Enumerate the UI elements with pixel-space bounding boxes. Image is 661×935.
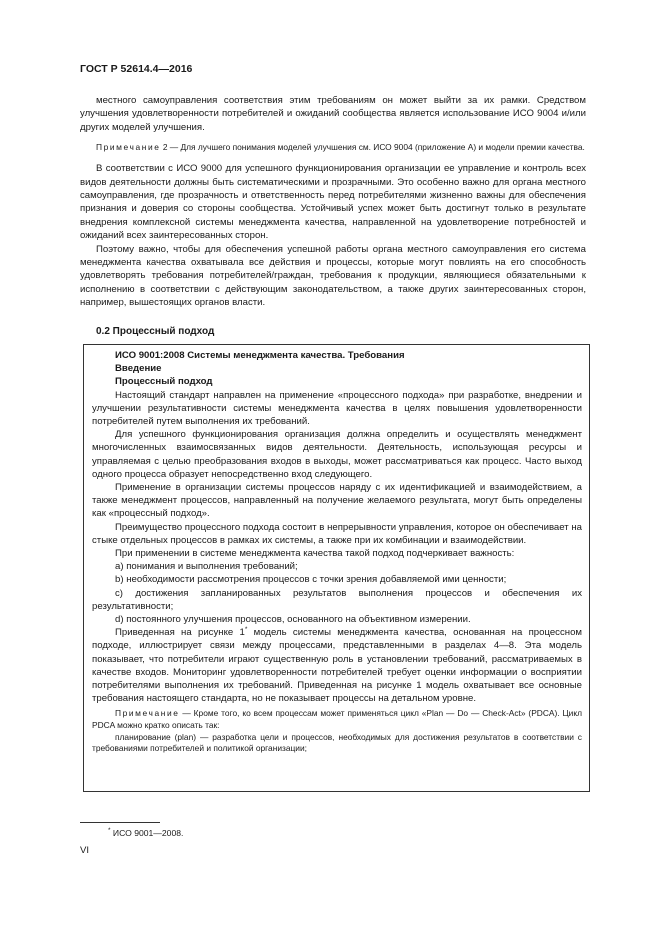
- list-item: c) достижения запланированных результатов выполнения процессов и обеспечения их результативности;: [92, 587, 582, 612]
- box-note-item: планирование (plan) — разработка цели и процессов, необходимых для достижения результатов в соответствии с требованиями потребителей и политикой организации;: [92, 731, 582, 754]
- list-item: b) необходимости рассмотрения процессов с точки зрения добавляемой ими ценности;: [115, 574, 507, 586]
- note-text: — Кроме того, ко всем процессам может применяться цикл «Plan — Do — Check-Act» (PDCA). Цикл PDCA можно кратко описать так:: [92, 708, 582, 731]
- note-label: Примечание: [96, 142, 161, 153]
- paragraph-start: Приведенная на рисунке 1: [115, 627, 245, 639]
- footnote-text: ИСО 9001—2008.: [112, 828, 184, 838]
- footnote-divider: [80, 822, 160, 823]
- footnote: [108, 828, 183, 838]
- paragraph: Преимущество процессного подхода состоит в непрерывности управления, которое он обеспечивает на стыке отдельных процессов в рамках их системы, а также при их комбинации и взаимодействии.: [92, 521, 582, 546]
- box-subheading: Процессный подход: [115, 376, 213, 388]
- note-text: 2 — Для лучшего понимания моделей улучшения см. ИСО 9004 (приложение А) и модели премии качества.: [162, 142, 585, 153]
- list-item: d) постоянного улучшения процессов, основанного на объективном измерении.: [115, 614, 471, 626]
- note-label: Примечание: [115, 708, 180, 719]
- paragraph: Поэтому важно, чтобы для обеспечения успешной работы органа местного самоуправления его система менеджмента качества охватывала все действия и процессы, которые могут повлиять на его способность удовлетворять требования потребителей/граждан, требования к продукции, являющиеся обязательными к исполнению в соответствии с действующим законодательством, а также других заинтересованных сторон, например, вышестоящих органов власти.: [80, 243, 586, 309]
- quoted-standard-box: [83, 344, 590, 792]
- box-content: [92, 349, 582, 755]
- box-note: [92, 708, 582, 731]
- paragraph: местного самоуправления соответствия этим требованиям он может выйти за их рамки. Средством улучшения удовлетворенности потребителей и ожиданий сообщества является использование ИСО 9004 и/или других моделей улучшения.: [80, 95, 586, 133]
- document-header: ГОСТ Р 52614.4—2016: [80, 63, 193, 75]
- paragraph: [92, 626, 582, 705]
- paragraph: При применении в системе менеджмента качества такой подход подчеркивает важность:: [115, 548, 515, 560]
- box-subheading: Введение: [115, 363, 162, 375]
- page-number: VI: [80, 845, 90, 856]
- intro-block: [80, 94, 586, 310]
- section-title: 0.2 Процессный подход: [96, 326, 215, 337]
- paragraph: В соответствии с ИСО 9000 для успешного функционирования организации ее управление и контроль всех видов деятельности должны быть систематическими и прозрачными. Это особенно важно для органа местного самоуправления, где прозрачность и ответственность перед потребителями жизненно важны для обеспечения признания и доверия со стороны сообщества. Устойчивый успех может быть достигнут только в результате внедрения комплексной системы менеджмента качества, направленной на удовлетворение потребностей и ожиданий всех заинтересованных сторон.: [80, 163, 586, 242]
- note-2: [80, 141, 586, 153]
- paragraph-rest: модель системы менеджмента качества, основанная на процессном подходе, иллюстрирует связи между процессами, представленными в разделах 4—8. Эта модель показывает, что потребители играют существенную роль в установлении требований, рассматриваемых в качестве входов. Мониторинг удовлетворенности потребителей требует оценки информации о восприятии потребителями выполнения их требований. Приведенная на рисунке 1 модель охватывает все основные требования настоящего стандарта, но не показывает процессы на детальном уровне.: [92, 627, 582, 705]
- list-item: а) понимания и выполнения требований;: [115, 561, 298, 573]
- footnote-ref: *: [244, 626, 248, 634]
- paragraph: Настоящий стандарт направлен на применение «процессного подхода» при разработке, внедрении и улучшении результативности системы менеджмента качества в целях повышения удовлетворенности потребителей путем выполнения их требований.: [92, 389, 582, 428]
- box-heading: ИСО 9001:2008 Системы менеджмента качества. Требования: [115, 350, 405, 361]
- paragraph: Для успешного функционирования организация должна определить и осуществлять менеджмент многочисленных взаимосвязанных видов деятельности. Деятельность, использующая ресурсы и управляемая с целью преобразования входов в выходы, может рассматриваться как процесс. Часто выход одного процесса образует непосредственно вход следующего.: [92, 429, 582, 480]
- paragraph: Применение в организации системы процессов наряду с их идентификацией и взаимодействием, а также менеджмент процессов, направленный на получение желаемого результата, могут быть определены как «процессный подход».: [92, 482, 582, 520]
- footnote-mark: *: [108, 827, 111, 835]
